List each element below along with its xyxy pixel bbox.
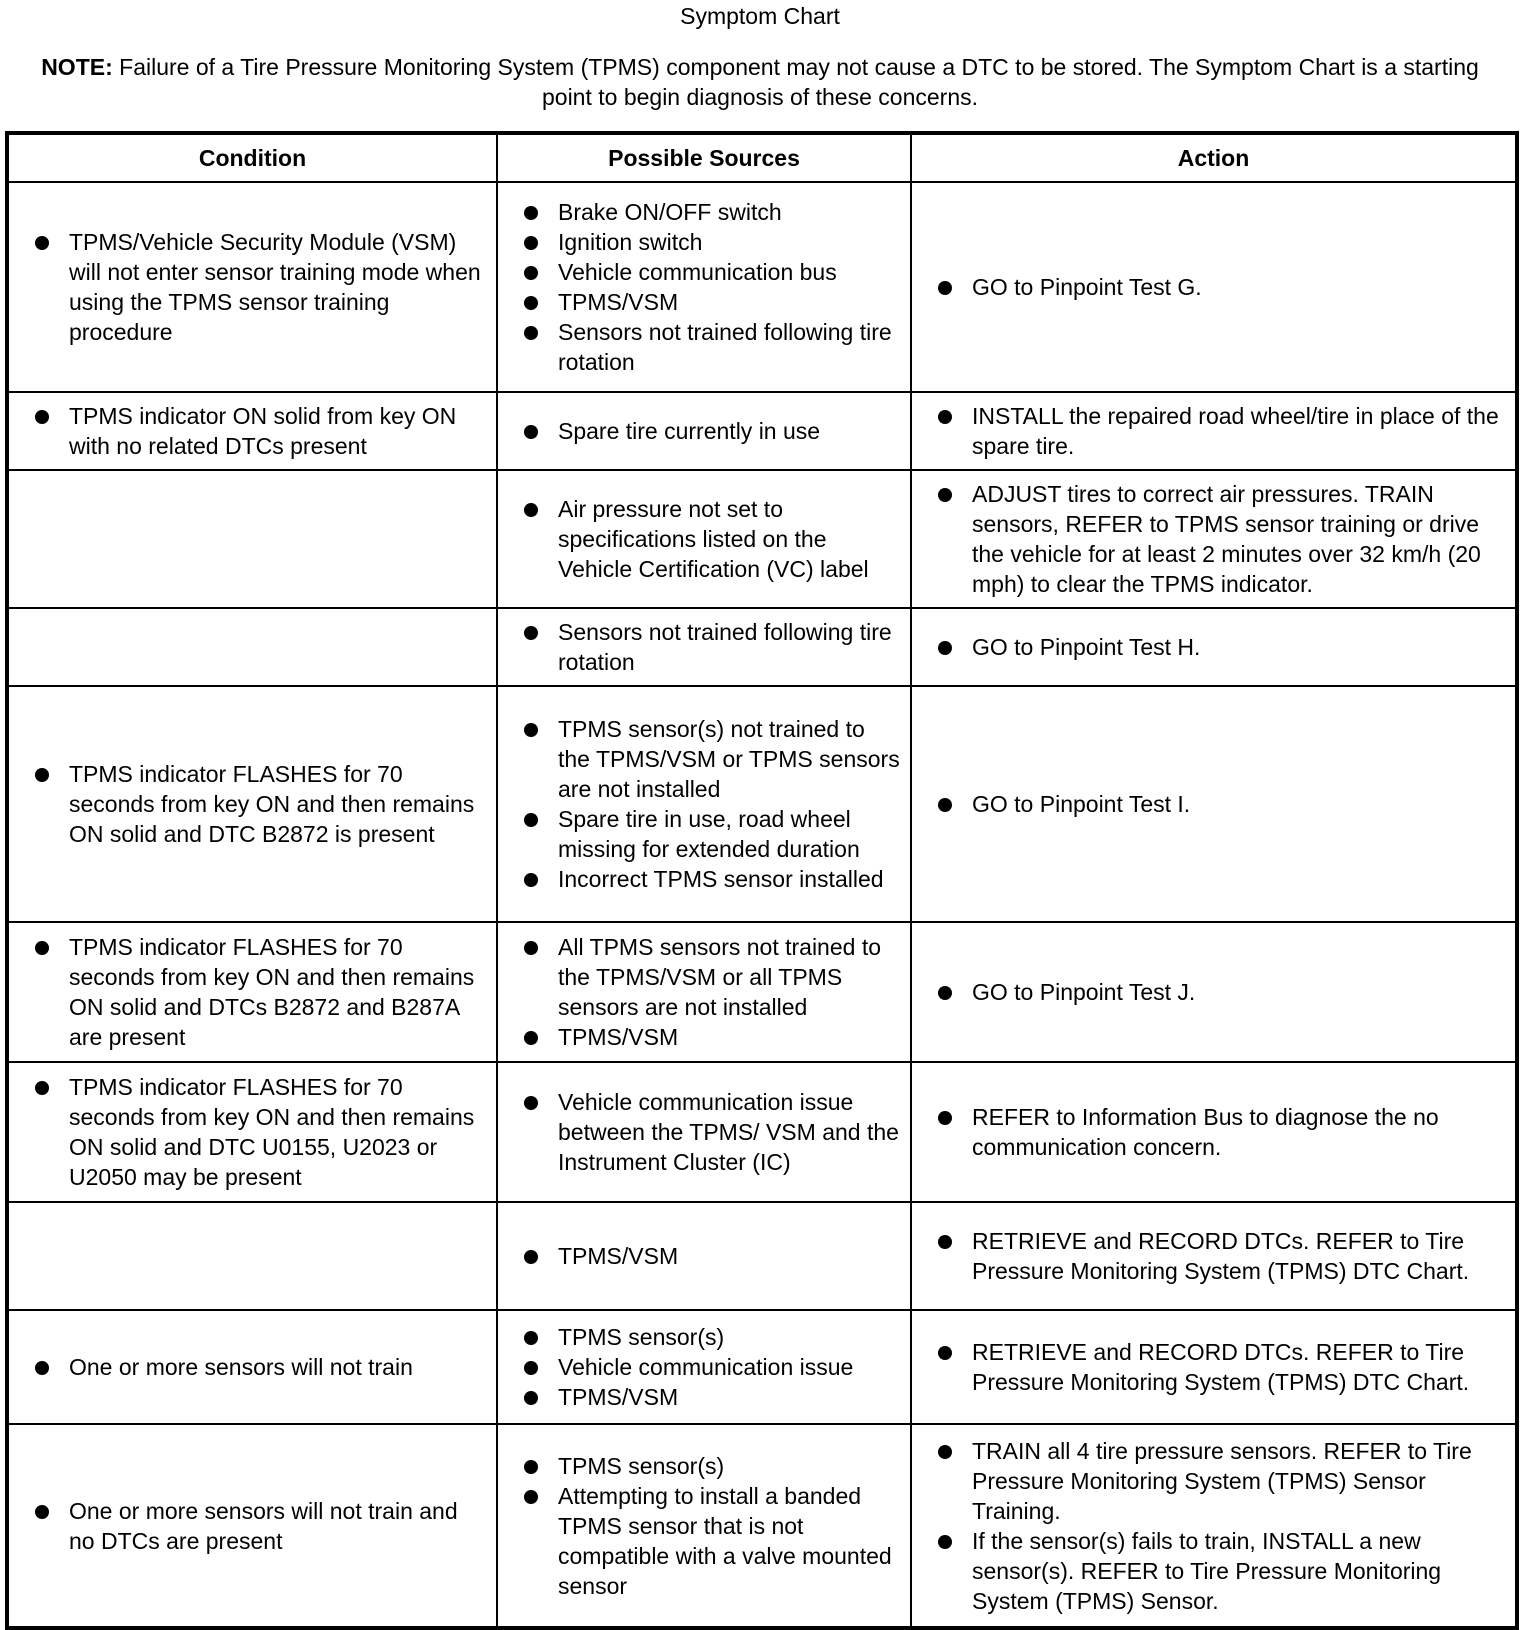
list-item: GO to Pinpoint Test H. bbox=[926, 632, 1507, 662]
possible-sources-cell bbox=[497, 608, 911, 686]
condition-cell bbox=[7, 1202, 497, 1310]
list-item: TPMS/VSM bbox=[512, 287, 902, 317]
table-row bbox=[7, 392, 1517, 470]
list-item: GO to Pinpoint Test J. bbox=[926, 977, 1507, 1007]
list-item: REFER to Information Bus to diagnose the no communication concern. bbox=[926, 1102, 1507, 1162]
list-item: One or more sensors will not train and no DTCs are present bbox=[23, 1496, 488, 1556]
list-item: TPMS/VSM bbox=[512, 1382, 902, 1412]
list-item: One or more sensors will not train bbox=[23, 1352, 488, 1382]
list-item: Vehicle communication bus bbox=[512, 257, 902, 287]
table-row bbox=[7, 1424, 1517, 1628]
action-cell bbox=[911, 1424, 1517, 1628]
condition-cell bbox=[7, 1424, 497, 1628]
list-item: Brake ON/OFF switch bbox=[512, 197, 902, 227]
bullet-list bbox=[23, 1072, 488, 1192]
condition-cell bbox=[7, 392, 497, 470]
list-item: TPMS indicator FLASHES for 70 seconds from key ON and then remains ON solid and DTC B2872 is present bbox=[23, 759, 488, 849]
bullet-list bbox=[512, 1087, 902, 1177]
list-item: TPMS/VSM bbox=[512, 1022, 902, 1052]
table-row bbox=[7, 608, 1517, 686]
list-item: TPMS indicator ON solid from key ON with no related DTCs present bbox=[23, 401, 488, 461]
action-cell bbox=[911, 392, 1517, 470]
possible-sources-cell bbox=[497, 922, 911, 1062]
table-body bbox=[7, 182, 1517, 1628]
bullet-list bbox=[23, 1352, 488, 1382]
action-cell bbox=[911, 1062, 1517, 1202]
bullet-list bbox=[512, 617, 902, 677]
table-row bbox=[7, 686, 1517, 922]
list-item: TPMS sensor(s) not trained to the TPMS/VSM or TPMS sensors are not installed bbox=[512, 714, 902, 804]
header-possible-sources: Possible Sources bbox=[497, 133, 911, 182]
table-row bbox=[7, 922, 1517, 1062]
list-item: Air pressure not set to specifications listed on the Vehicle Certification (VC) label bbox=[512, 494, 902, 584]
condition-cell bbox=[7, 686, 497, 922]
header-action: Action bbox=[911, 133, 1517, 182]
possible-sources-cell bbox=[497, 1202, 911, 1310]
list-item: Sensors not trained following tire rotation bbox=[512, 617, 902, 677]
list-item: GO to Pinpoint Test I. bbox=[926, 789, 1507, 819]
list-item: Vehicle communication issue between the TPMS/ VSM and the Instrument Cluster (IC) bbox=[512, 1087, 902, 1177]
table-row bbox=[7, 182, 1517, 392]
list-item: Ignition switch bbox=[512, 227, 902, 257]
bullet-list bbox=[23, 401, 488, 461]
bullet-list bbox=[512, 932, 902, 1052]
table-row bbox=[7, 470, 1517, 608]
possible-sources-cell bbox=[497, 1424, 911, 1628]
possible-sources-cell bbox=[497, 182, 911, 392]
bullet-list bbox=[926, 1337, 1507, 1397]
list-item: TPMS sensor(s) bbox=[512, 1451, 902, 1481]
list-item: Incorrect TPMS sensor installed bbox=[512, 864, 902, 894]
list-item: RETRIEVE and RECORD DTCs. REFER to Tire Pressure Monitoring System (TPMS) DTC Chart. bbox=[926, 1337, 1507, 1397]
note-label: NOTE: bbox=[41, 54, 113, 80]
condition-cell bbox=[7, 608, 497, 686]
bullet-list bbox=[23, 759, 488, 849]
condition-cell bbox=[7, 470, 497, 608]
list-item: TPMS indicator FLASHES for 70 seconds from key ON and then remains ON solid and DTC U0155, U2023 or U2050 may be present bbox=[23, 1072, 488, 1192]
action-cell bbox=[911, 922, 1517, 1062]
note-paragraph bbox=[18, 52, 1502, 112]
action-cell bbox=[911, 608, 1517, 686]
bullet-list bbox=[926, 977, 1507, 1007]
list-item: Attempting to install a banded TPMS sensor that is not compatible with a valve mounted sensor bbox=[512, 1481, 902, 1601]
note-text: Failure of a Tire Pressure Monitoring System (TPMS) component may not cause a DTC to be stored. The Symptom Chart is a starting point to begin diagnosis of these concerns. bbox=[119, 54, 1479, 110]
list-item: TPMS/Vehicle Security Module (VSM) will not enter sensor training mode when using the TPMS sensor training procedure bbox=[23, 227, 488, 347]
bullet-list bbox=[926, 272, 1507, 302]
list-item: TPMS sensor(s) bbox=[512, 1322, 902, 1352]
list-item: All TPMS sensors not trained to the TPMS/VSM or all TPMS sensors are not installed bbox=[512, 932, 902, 1022]
header-condition: Condition bbox=[7, 133, 497, 182]
bullet-list bbox=[23, 227, 488, 347]
bullet-list bbox=[512, 494, 902, 584]
bullet-list bbox=[512, 714, 902, 894]
bullet-list bbox=[512, 416, 902, 446]
bullet-list bbox=[23, 932, 488, 1052]
action-cell bbox=[911, 1202, 1517, 1310]
list-item: RETRIEVE and RECORD DTCs. REFER to Tire Pressure Monitoring System (TPMS) DTC Chart. bbox=[926, 1226, 1507, 1286]
possible-sources-cell bbox=[497, 470, 911, 608]
possible-sources-cell bbox=[497, 686, 911, 922]
possible-sources-cell bbox=[497, 392, 911, 470]
bullet-list bbox=[926, 1226, 1507, 1286]
list-item: Spare tire currently in use bbox=[512, 416, 902, 446]
table-header-row bbox=[7, 133, 1517, 182]
bullet-list bbox=[512, 1241, 902, 1271]
list-item: Vehicle communication issue bbox=[512, 1352, 902, 1382]
possible-sources-cell bbox=[497, 1310, 911, 1424]
bullet-list bbox=[512, 1322, 902, 1412]
list-item: INSTALL the repaired road wheel/tire in place of the spare tire. bbox=[926, 401, 1507, 461]
action-cell bbox=[911, 470, 1517, 608]
bullet-list bbox=[926, 1102, 1507, 1162]
bullet-list bbox=[926, 1436, 1507, 1616]
list-item: Spare tire in use, road wheel missing for extended duration bbox=[512, 804, 902, 864]
possible-sources-cell bbox=[497, 1062, 911, 1202]
table-row bbox=[7, 1202, 1517, 1310]
condition-cell bbox=[7, 922, 497, 1062]
bullet-list bbox=[926, 479, 1507, 599]
page-title: Symptom Chart bbox=[680, 3, 840, 29]
table-row bbox=[7, 1310, 1517, 1424]
list-item: If the sensor(s) fails to train, INSTALL a new sensor(s). REFER to Tire Pressure Monitoring System (TPMS) Sensor. bbox=[926, 1526, 1507, 1616]
bullet-list bbox=[926, 401, 1507, 461]
bullet-list bbox=[926, 632, 1507, 662]
list-item: ADJUST tires to correct air pressures. TRAIN sensors, REFER to TPMS sensor training or drive the vehicle for at least 2 minutes over 32 km/h (20 mph) to clear the TPMS indicator. bbox=[926, 479, 1507, 599]
bullet-list bbox=[926, 789, 1507, 819]
list-item: TPMS/VSM bbox=[512, 1241, 902, 1271]
bullet-list bbox=[23, 1496, 488, 1556]
condition-cell bbox=[7, 1062, 497, 1202]
condition-cell bbox=[7, 1310, 497, 1424]
symptom-chart-table bbox=[5, 131, 1519, 1630]
action-cell bbox=[911, 686, 1517, 922]
action-cell bbox=[911, 1310, 1517, 1424]
list-item: Sensors not trained following tire rotation bbox=[512, 317, 902, 377]
list-item: TRAIN all 4 tire pressure sensors. REFER to Tire Pressure Monitoring System (TPMS) Sensor Training. bbox=[926, 1436, 1507, 1526]
action-cell bbox=[911, 182, 1517, 392]
table-row bbox=[7, 1062, 1517, 1202]
list-item: GO to Pinpoint Test G. bbox=[926, 272, 1507, 302]
bullet-list bbox=[512, 197, 902, 377]
bullet-list bbox=[512, 1451, 902, 1601]
list-item: TPMS indicator FLASHES for 70 seconds from key ON and then remains ON solid and DTCs B2872 and B287A are present bbox=[23, 932, 488, 1052]
condition-cell bbox=[7, 182, 497, 392]
